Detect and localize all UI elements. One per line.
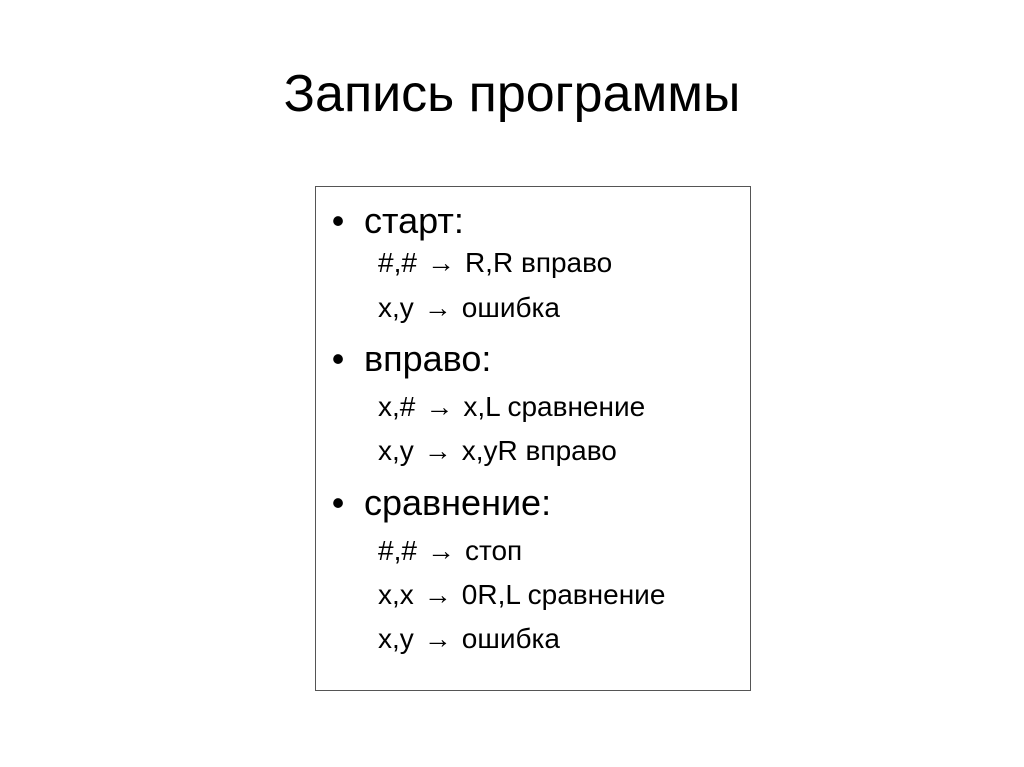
rule-output: стоп <box>464 535 523 566</box>
rule-output: x,yR вправо <box>461 435 617 466</box>
arrow-right-icon: → <box>423 435 452 466</box>
transition-rule <box>378 533 522 569</box>
rule-input: x,y <box>378 435 414 466</box>
rule-output: ошибка <box>461 623 560 654</box>
rule-input: #,# <box>378 535 417 566</box>
rule-output: ошибка <box>461 292 560 323</box>
transition-rule <box>378 245 612 281</box>
rule-input: x,y <box>378 292 414 323</box>
rule-input: x,x <box>378 579 414 610</box>
transition-rule <box>378 433 617 469</box>
rule-output: x,L сравнение <box>463 391 646 422</box>
rule-input: x,y <box>378 623 414 654</box>
slide-title: Запись программы <box>283 65 741 123</box>
rule-output: 0R,L сравнение <box>461 579 666 610</box>
transition-rule <box>378 290 560 326</box>
program-rules-box <box>315 186 751 691</box>
bullet-icon: • <box>331 338 345 379</box>
bullet-icon: • <box>331 200 345 241</box>
arrow-right-icon: → <box>423 579 452 610</box>
rule-output: R,R вправо <box>464 247 613 278</box>
rule-input: x,# <box>378 391 416 422</box>
bullet-icon: • <box>331 482 345 523</box>
arrow-right-icon: → <box>425 391 454 422</box>
transition-rule <box>378 389 645 425</box>
arrow-right-icon: → <box>426 535 455 566</box>
arrow-right-icon: → <box>423 292 452 323</box>
rule-input: #,# <box>378 247 417 278</box>
arrow-right-icon: → <box>423 623 452 654</box>
arrow-right-icon: → <box>426 247 455 278</box>
state-label: старт: <box>364 200 464 241</box>
transition-rule <box>378 621 560 657</box>
transition-rule <box>378 577 665 613</box>
state-label: сравнение: <box>364 482 552 523</box>
state-label: вправо: <box>364 338 492 379</box>
